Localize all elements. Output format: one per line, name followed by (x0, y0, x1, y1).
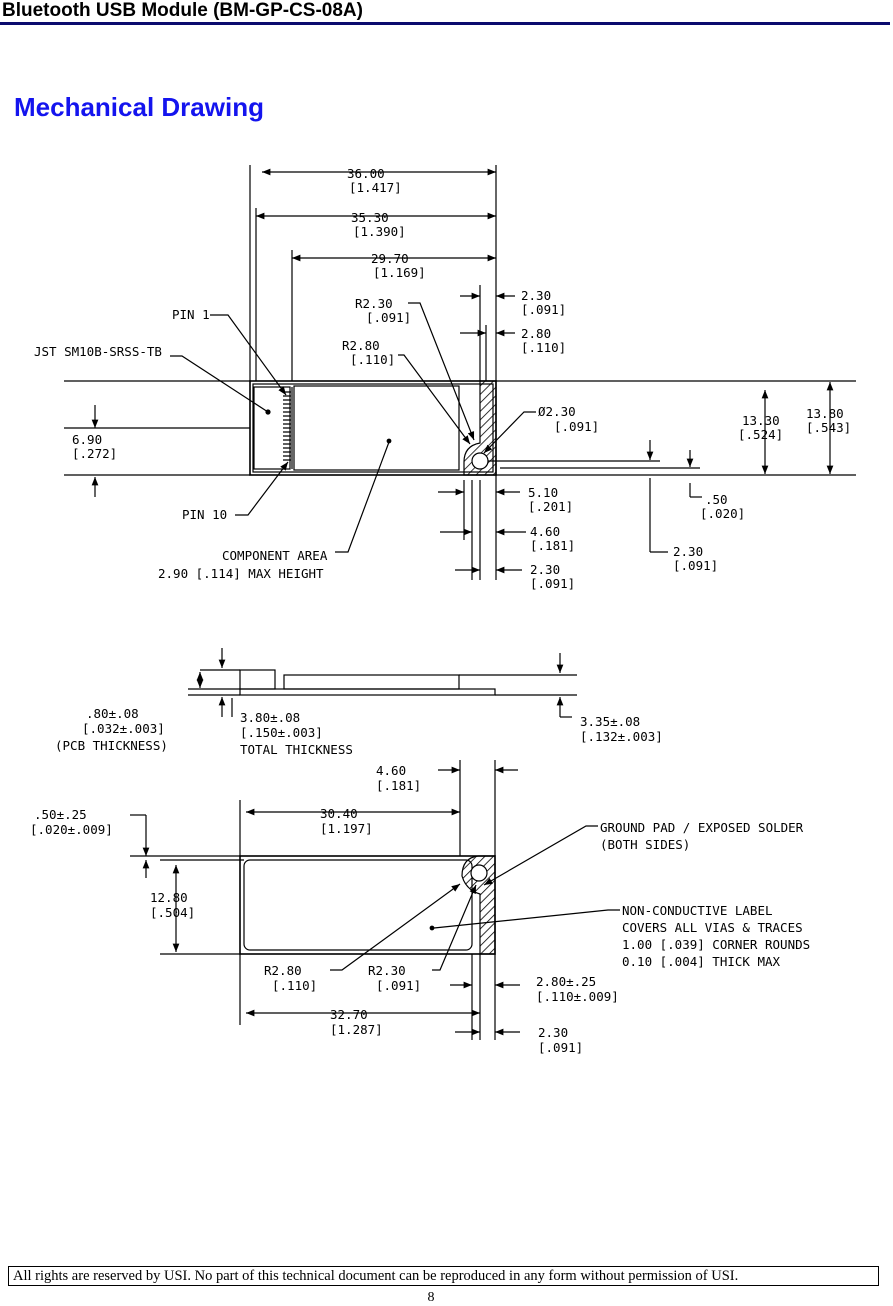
dim-5-10-in: [.201] (528, 499, 574, 514)
dim-r2-30-in: [.091] (366, 310, 412, 325)
section-heading: Mechanical Drawing (14, 92, 264, 122)
dim-2-80-b: 2.80±.25 (536, 974, 597, 989)
label-component-area: COMPONENT AREA (222, 548, 328, 563)
label-corner-rounds: 1.00 [.039] CORNER ROUNDS (622, 937, 811, 952)
dim-3-80-in: [.150±.003] (240, 725, 323, 740)
dim-diameter-in: [.091] (554, 419, 600, 434)
dim-2-30-a-in: [.091] (521, 302, 567, 317)
bottom-outline (240, 856, 495, 954)
dim-6-90: 6.90 (72, 432, 103, 447)
dim-30-40-in: [1.197] (320, 821, 373, 836)
dim-36-in: [1.417] (349, 180, 402, 195)
dim-29-70-in: [1.169] (373, 265, 426, 280)
dim-3-80: 3.80±.08 (240, 710, 301, 725)
label-connector: JST SM10B-SRSS-TB (34, 344, 162, 359)
dim-3-35: 3.35±.08 (580, 714, 641, 729)
dim-3-35-in: [.132±.003] (580, 729, 663, 744)
dim-0-80-in: [.032±.003] (82, 721, 165, 736)
dim-0-80: .80±.08 (86, 706, 139, 721)
dim-2-30-c: 2.30 (673, 544, 704, 559)
dim-35-30-in: [1.390] (353, 224, 406, 239)
dim-r2-80: R2.80 (342, 338, 380, 353)
copyright-notice: All rights are reserved by USI. No part of this technical document can be reproduced in any form without permission of USI. (8, 1266, 879, 1286)
dim-12-80: 12.80 (150, 890, 188, 905)
dim-2-30-d: 2.30 (538, 1025, 569, 1040)
dim-0-50-in: [.020] (700, 506, 746, 521)
dim-4-60-b: 4.60 (376, 763, 407, 778)
side-pcb (240, 689, 495, 695)
dim-r2-80-b-in: [.110] (272, 978, 318, 993)
dim-0-50-b-in: [.020±.009] (30, 822, 113, 837)
dim-r2-30: R2.30 (355, 296, 393, 311)
dim-13-30-in: [.524] (738, 427, 784, 442)
ground-pad (471, 865, 487, 881)
dim-2-30-c-in: [.091] (673, 558, 719, 573)
dim-13-30: 13.30 (742, 413, 780, 428)
label-ground-pad: GROUND PAD / EXPOSED SOLDER (600, 820, 804, 835)
dim-2-30-b: 2.30 (530, 562, 561, 577)
dim-13-80-in: [.543] (806, 420, 852, 435)
dim-32-70-in: [1.287] (330, 1022, 383, 1037)
label-pcb-thickness: (PCB THICKNESS) (55, 738, 168, 753)
dim-5-10: 5.10 (528, 485, 559, 500)
label-covers-vias: COVERS ALL VIAS & TRACES (622, 920, 803, 935)
dim-2-30-d-in: [.091] (538, 1040, 584, 1055)
dim-29-70: 29.70 (371, 251, 409, 266)
dim-2-80: 2.80 (521, 326, 552, 341)
label-pin-1: PIN 1 (172, 307, 210, 322)
side-view (188, 648, 577, 717)
dim-32-70: 32.70 (330, 1007, 368, 1022)
dim-30-40: 30.40 (320, 806, 358, 821)
component-area (294, 386, 459, 470)
label-total-thickness: TOTAL THICKNESS (240, 742, 353, 757)
non-conductive-label (244, 860, 472, 950)
label-max-height: 2.90 [.114] MAX HEIGHT (158, 566, 324, 581)
side-connector (240, 670, 275, 689)
side-components (284, 675, 459, 689)
dim-r2-80-b: R2.80 (264, 963, 302, 978)
label-both-sides: (BOTH SIDES) (600, 837, 691, 852)
document-title: Bluetooth USB Module (BM-GP-CS-08A) (2, 0, 363, 21)
dim-0-50-b: .50±.25 (34, 807, 87, 822)
side-bottom-text (30, 706, 810, 1055)
label-pin-10: PIN 10 (182, 507, 228, 522)
dim-4-60-b-in: [.181] (376, 778, 422, 793)
dim-4-60-in: [.181] (530, 538, 576, 553)
dim-4-60: 4.60 (530, 524, 561, 539)
dim-r2-80-in: [.110] (350, 352, 396, 367)
dim-2-30-b-in: [.091] (530, 576, 576, 591)
dim-0-50: .50 (705, 492, 728, 507)
dim-2-80-in: [.110] (521, 340, 567, 355)
dim-r2-30-b: R2.30 (368, 963, 406, 978)
label-thick-max: 0.10 [.004] THICK MAX (622, 954, 781, 969)
page-number: 8 (427, 1290, 435, 1305)
dim-13-80: 13.80 (806, 406, 844, 421)
dim-12-80-in: [.504] (150, 905, 196, 920)
dim-35-30: 35.30 (351, 210, 389, 225)
dim-6-90-in: [.272] (72, 446, 118, 461)
dim-36: 36.00 (347, 166, 385, 181)
top-view-text (34, 166, 851, 591)
dim-diameter: Ø2.30 (538, 404, 576, 419)
label-non-conductive: NON-CONDUCTIVE LABEL (622, 903, 773, 918)
dim-r2-30-b-in: [.091] (376, 978, 422, 993)
mounting-hole (472, 453, 488, 469)
dim-2-80-b-in: [.110±.009] (536, 989, 619, 1004)
dim-2-30-a: 2.30 (521, 288, 552, 303)
